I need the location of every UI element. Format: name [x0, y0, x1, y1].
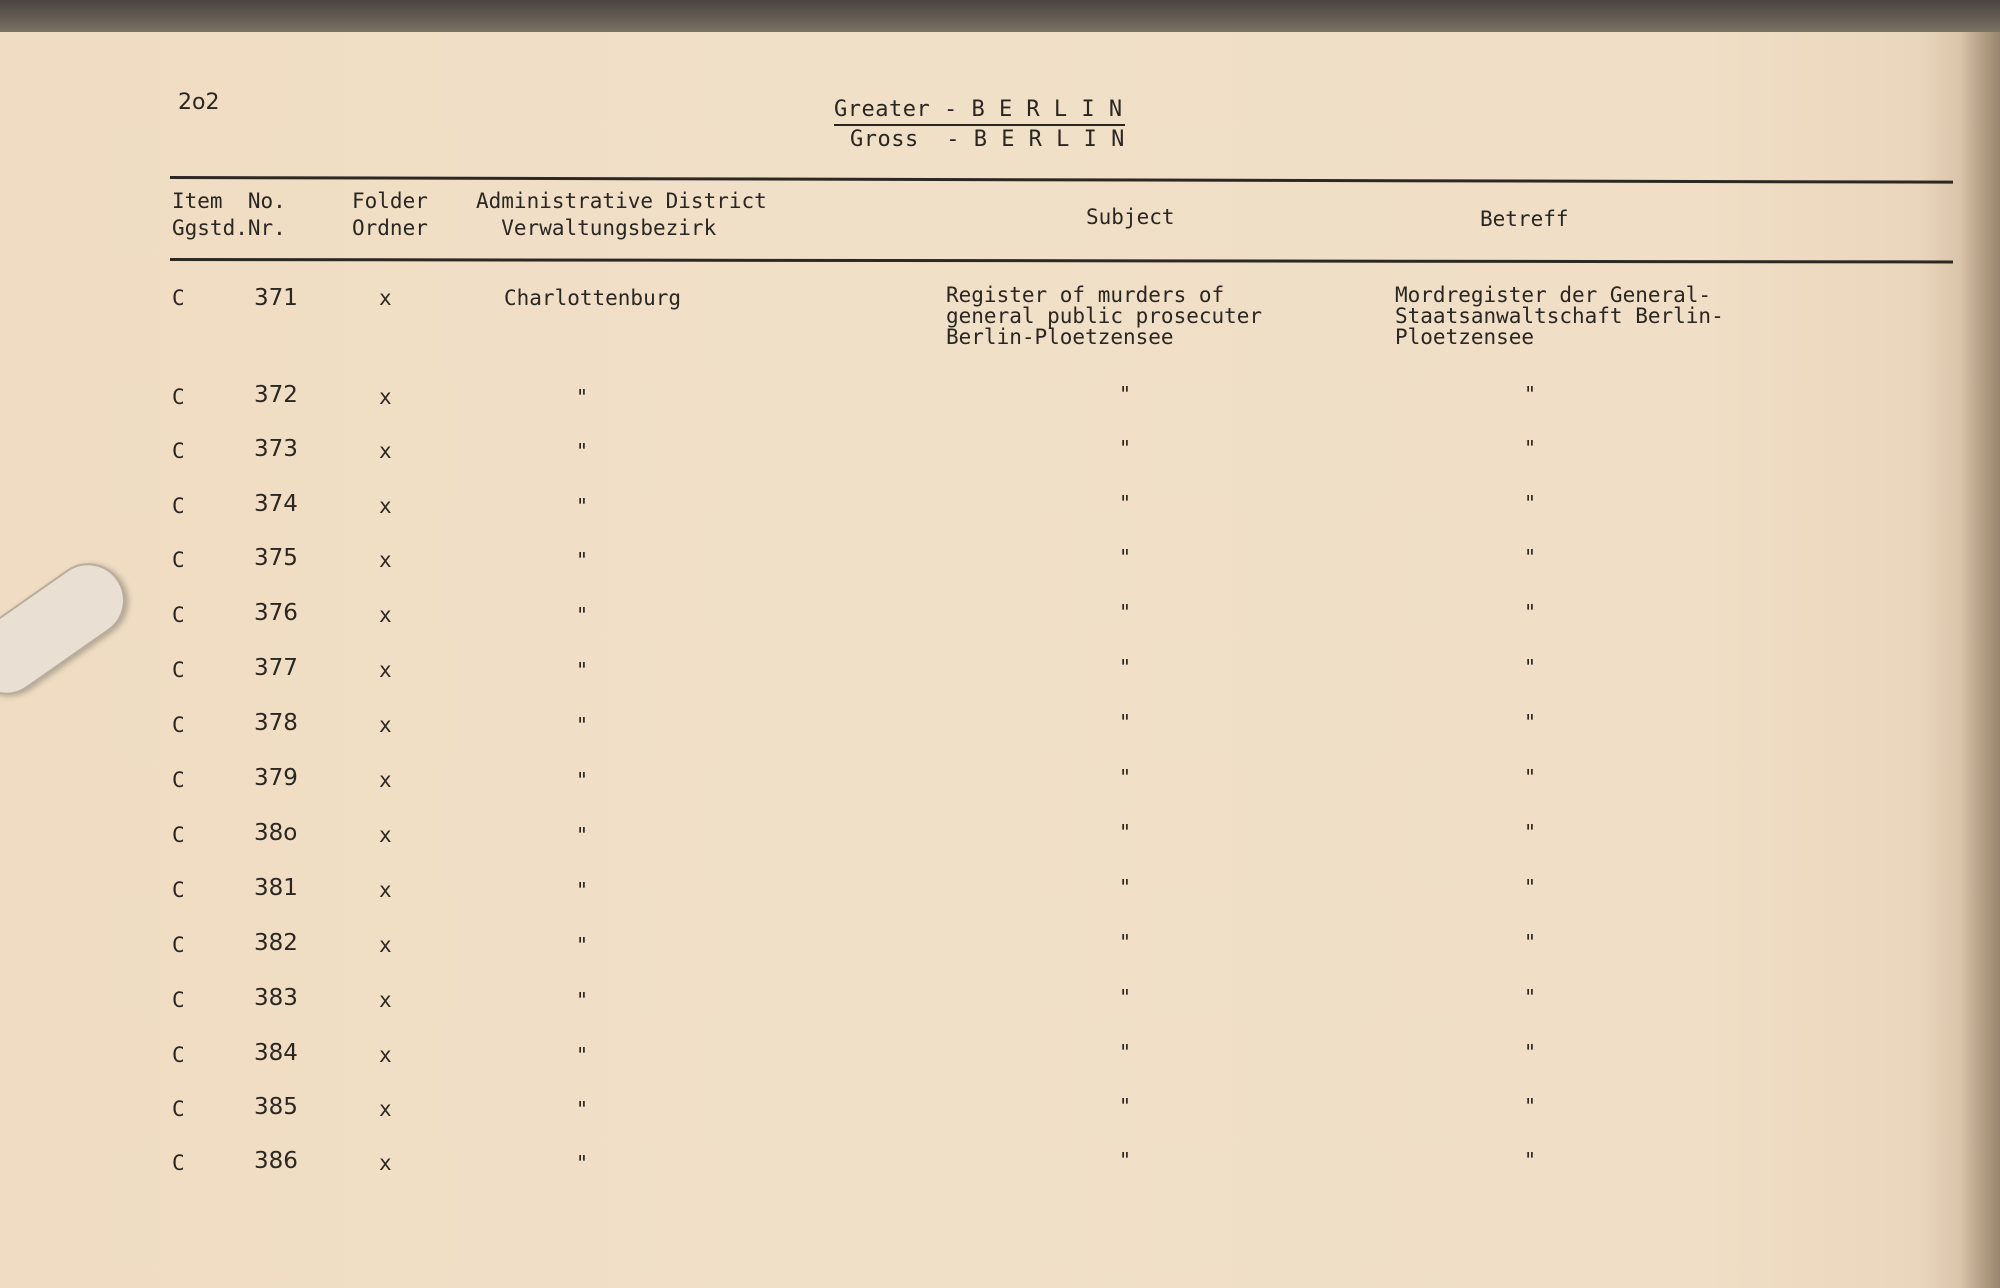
cell-betreff: " — [1524, 1148, 1537, 1172]
table-row — [0, 438, 2000, 478]
cell-folder: x — [379, 1097, 392, 1121]
cell-folder: x — [379, 713, 392, 737]
table-row — [0, 712, 2000, 752]
cell-subject: " — [1119, 436, 1132, 460]
cell-folder: x — [379, 494, 392, 518]
cell-item: C — [172, 1097, 185, 1121]
cell-folder: x — [379, 933, 392, 957]
cell-betreff: " — [1524, 765, 1537, 789]
cell-item: C — [172, 933, 185, 957]
cell-district: " — [576, 823, 589, 847]
cell-folder: x — [379, 768, 392, 792]
cell-folder: x — [379, 548, 392, 572]
table-row — [0, 384, 2000, 424]
cell-number: 382 — [254, 930, 298, 956]
cell-district: " — [576, 658, 589, 682]
cell-item: C — [172, 439, 185, 463]
cell-district: " — [576, 878, 589, 902]
cell-betreff: " — [1524, 930, 1537, 954]
cell-betreff: " — [1524, 875, 1537, 899]
cell-subject: " — [1119, 765, 1132, 789]
cell-district: " — [576, 1097, 589, 1121]
cell-folder: x — [379, 823, 392, 847]
cell-betreff: " — [1524, 436, 1537, 460]
cell-subject: " — [1119, 545, 1132, 569]
cell-district: " — [576, 385, 589, 409]
cell-betreff: Mordregister der General- Staatsanwaltschaft Berlin- Ploetzensee — [1395, 283, 1724, 349]
page-number: 2o2 — [178, 90, 220, 115]
cell-number: 379 — [254, 765, 298, 791]
cell-folder: x — [379, 988, 392, 1012]
cell-folder: x — [379, 1151, 392, 1175]
cell-number: 373 — [254, 436, 298, 462]
cell-number: 375 — [254, 545, 298, 571]
header-top-rule — [170, 176, 1953, 184]
cell-item: C — [172, 1043, 185, 1067]
cell-subject: " — [1119, 1094, 1132, 1118]
cell-item: C — [172, 494, 185, 518]
cell-number: 386 — [254, 1148, 298, 1174]
table-row — [0, 822, 2000, 862]
cell-number: 371 — [254, 285, 298, 311]
cell-subject: " — [1119, 1148, 1132, 1172]
table-row — [0, 932, 2000, 972]
table-row — [0, 602, 2000, 642]
title-english: Greater - B E R L I N — [834, 96, 1125, 126]
cell-district: " — [576, 494, 589, 518]
cell-folder: x — [379, 603, 392, 627]
cell-subject: " — [1119, 710, 1132, 734]
cell-subject: " — [1119, 985, 1132, 1009]
cell-district: " — [576, 988, 589, 1012]
table-row — [0, 283, 2000, 349]
cell-district: " — [576, 1043, 589, 1067]
cell-number: 383 — [254, 985, 298, 1011]
cell-district: " — [576, 1151, 589, 1175]
cell-district: " — [576, 439, 589, 463]
header-item-no: Item No. Ggstd.Nr. — [172, 189, 286, 240]
cell-subject: " — [1119, 820, 1132, 844]
cell-betreff: " — [1524, 382, 1537, 406]
cell-subject: Register of murders of general public prosecuter Berlin-Ploetzensee — [946, 283, 1263, 349]
cell-subject: " — [1119, 655, 1132, 679]
cell-number: 374 — [254, 491, 298, 517]
cell-item: C — [172, 768, 185, 792]
document-page — [0, 32, 2000, 1288]
cell-district: Charlottenburg — [504, 286, 682, 310]
cell-betreff: " — [1524, 545, 1537, 569]
header-folder: Folder Ordner — [352, 189, 428, 240]
table-row — [0, 987, 2000, 1027]
cell-district: " — [576, 933, 589, 957]
cell-district: " — [576, 548, 589, 572]
cell-folder: x — [379, 385, 392, 409]
cell-betreff: " — [1524, 600, 1537, 624]
header-district: Administrative District Verwaltungsbezirk — [476, 189, 767, 240]
title-german: Gross - B E R L I N — [850, 127, 1125, 152]
cell-number: 385 — [254, 1094, 298, 1120]
cell-item: C — [172, 385, 185, 409]
table-row — [0, 493, 2000, 533]
page-title — [834, 96, 1125, 153]
cell-folder: x — [379, 1043, 392, 1067]
cell-betreff: " — [1524, 985, 1537, 1009]
cell-folder: x — [379, 878, 392, 902]
cell-item: C — [172, 1151, 185, 1175]
cell-item: C — [172, 658, 185, 682]
cell-number: 377 — [254, 655, 298, 681]
cell-subject: " — [1119, 491, 1132, 515]
cell-betreff: " — [1524, 1094, 1537, 1118]
cell-subject: " — [1119, 382, 1132, 406]
table-row — [0, 547, 2000, 587]
cell-subject: " — [1119, 875, 1132, 899]
table-row — [0, 1150, 2000, 1190]
header-betreff: Betreff — [1480, 207, 1569, 231]
cell-district: " — [576, 713, 589, 737]
cell-number: 381 — [254, 875, 298, 901]
cell-betreff: " — [1524, 710, 1537, 734]
header-subject: Subject — [1086, 205, 1175, 229]
cell-subject: " — [1119, 600, 1132, 624]
cell-subject: " — [1119, 1040, 1132, 1064]
cell-item: C — [172, 713, 185, 737]
cell-district: " — [576, 768, 589, 792]
cell-betreff: " — [1524, 820, 1537, 844]
table-row — [0, 877, 2000, 917]
table-row — [0, 1096, 2000, 1136]
cell-number: 384 — [254, 1040, 298, 1066]
cell-district: " — [576, 603, 589, 627]
cell-folder: x — [379, 286, 392, 310]
cell-item: C — [172, 878, 185, 902]
cell-item: C — [172, 988, 185, 1012]
cell-folder: x — [379, 658, 392, 682]
cell-betreff: " — [1524, 1040, 1537, 1064]
table-row — [0, 657, 2000, 697]
cell-item: C — [172, 548, 185, 572]
table-row — [0, 1042, 2000, 1082]
cell-number: 378 — [254, 710, 298, 736]
cell-item: C — [172, 823, 185, 847]
cell-item: C — [172, 603, 185, 627]
cell-number: 372 — [254, 382, 298, 408]
header-bottom-rule — [170, 258, 1953, 263]
cell-number: 376 — [254, 600, 298, 626]
cell-folder: x — [379, 439, 392, 463]
cell-number: 38o — [254, 820, 298, 846]
cell-betreff: " — [1524, 491, 1537, 515]
table-row — [0, 767, 2000, 807]
cell-item: C — [172, 286, 185, 310]
cell-betreff: " — [1524, 655, 1537, 679]
cell-subject: " — [1119, 930, 1132, 954]
